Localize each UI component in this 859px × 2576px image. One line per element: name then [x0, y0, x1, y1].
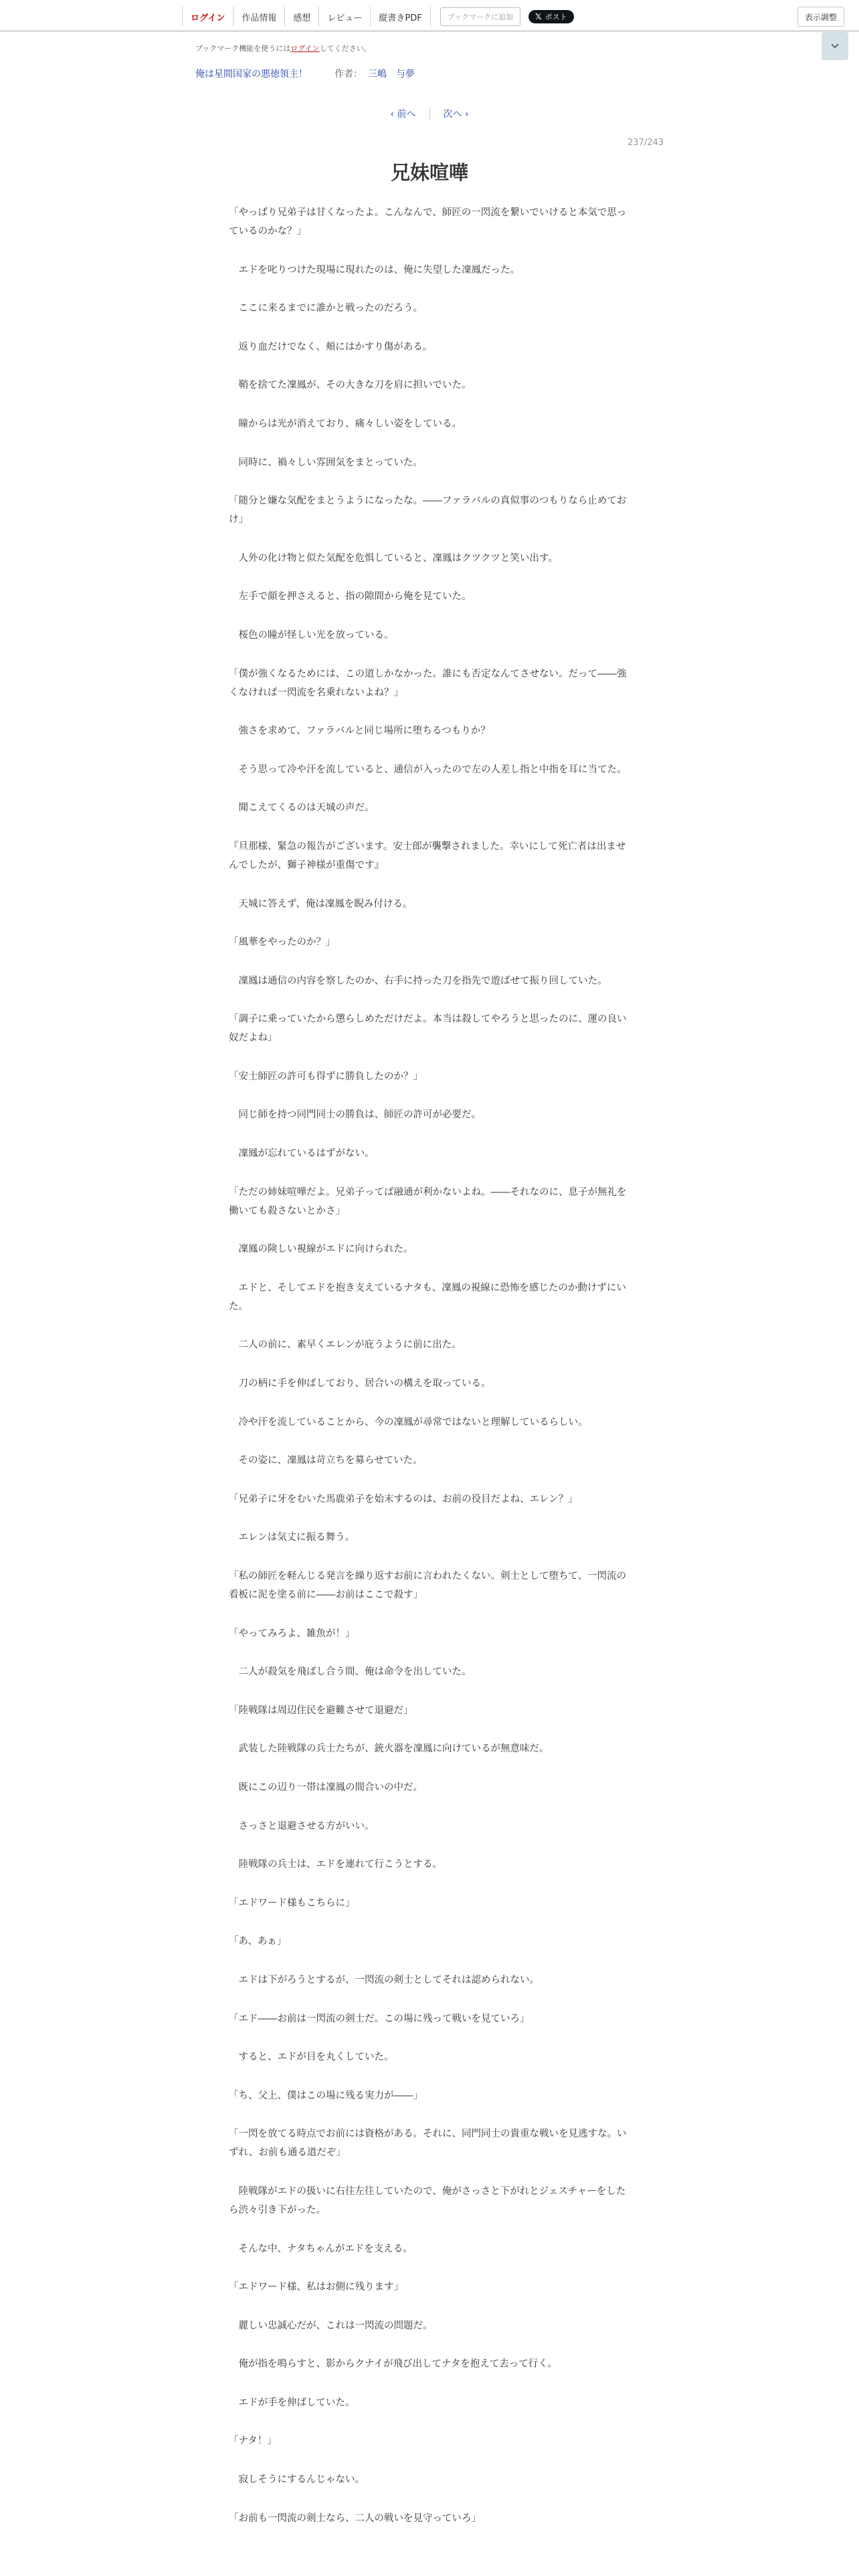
- body-paragraph: 「一閃を放てる時点でお前には資格がある。それに、同門同士の貴重な戦いを見逃すな。いずれ、お前も通る道だぞ」: [229, 2129, 627, 2159]
- body-paragraph: 「調子に乗っていたから懲らしめただけだよ。本当は殺してやろうと思ったのに、運の良い奴だよね」: [229, 1014, 627, 1044]
- body-paragraph: 左手で顔を押さえると、指の隙間から俺を見ていた。: [229, 591, 472, 603]
- body-paragraph: 武装した陸戦隊の兵士たちが、銃火器を凜鳳に向けているが無意味だ。: [229, 1743, 549, 1755]
- body-paragraph: 二人の前に、素早くエレンが庇うように前に出た。: [229, 1339, 462, 1351]
- body-paragraph: 二人が殺気を飛ばし合う間、俺は命令を出していた。: [229, 1667, 472, 1678]
- tab-impressions[interactable]: 感想: [284, 7, 318, 27]
- body-paragraph: 鞘を捨てた凜鳳が、その大きな刀を肩に担いでいた。: [229, 380, 472, 391]
- body-paragraph: 「ち、父上、僕はこの場に残る実力が――」: [229, 2090, 423, 2101]
- body-paragraph: 桜色の瞳が怪しい光を放っている。: [229, 629, 394, 641]
- body-paragraph: そう思って冷や汗を流していると、通信が入ったので左の人差し指と中指を耳に当てた。: [229, 764, 627, 775]
- breadcrumb: [195, 67, 415, 80]
- body-paragraph: 「ただの姉妹喧嘩だよ。兄弟子ってば融通が利かないよね。――それなのに、息子が無礼を働いても殺さないとかさ」: [229, 1186, 627, 1216]
- chapter-pager: [0, 107, 859, 120]
- body-paragraph: 「やっぱり兄弟子は甘くなったよ。こんなんで、師匠の一閃流を繋いでいけると本気で思っているのかな？」: [229, 207, 627, 237]
- body-paragraph: 寂しそうにするんじゃない。: [229, 2474, 365, 2486]
- body-paragraph: 瞳からは光が消えており、痛々しい姿をしている。: [229, 418, 462, 429]
- body-paragraph: 『旦那様、緊急の報告がございます。安士郎が襲撃されました。幸いにして死亡者は出ませんでしたが、獅子神様が重傷です』: [229, 841, 626, 871]
- top-navigation-bar: [0, 0, 859, 32]
- body-paragraph: 陸戦隊がエドの扱いに右往左往していたので、俺がさっさと下がれとジェスチャーをしたら渋々引き下がった。: [229, 2185, 626, 2216]
- body-paragraph: 「随分と嫌な気配をまとうようになったな。――ファラバルの真似事のつもりなら止めておけ」: [229, 496, 627, 526]
- body-paragraph: 人外の化け物と似た気配を危惧していると、凜鳳はクツクツと笑い出す。: [229, 552, 558, 564]
- scroll-toggle-button[interactable]: [822, 32, 848, 60]
- body-paragraph: 「お前も一閃流の剣士なら、二人の戦いを見守っていろ」: [229, 2512, 481, 2524]
- body-paragraph: エドは下がろうとするが、一閃流の剣士としてそれは認められない。: [229, 1974, 539, 1985]
- notice-login-link[interactable]: ログイン: [290, 44, 320, 53]
- body-paragraph: 冷や汗を流していることから、今の凜鳳が尋常ではないと理解しているらしい。: [229, 1416, 588, 1428]
- body-paragraph: 「兄弟子に牙をむいた馬鹿弟子を始末するのは、お前の役目だよね、エレン？」: [229, 1493, 578, 1505]
- body-paragraph: 刀の柄に手を伸ばしており、居合いの構えを取っている。: [229, 1378, 491, 1390]
- display-settings-button[interactable]: 表示調整: [797, 7, 844, 27]
- series-title-link[interactable]: 俺は星間国家の悪徳領主！: [195, 69, 308, 80]
- prev-chapter-link[interactable]: ‹ 前へ: [390, 109, 416, 120]
- x-share-button[interactable]: [529, 10, 574, 23]
- tab-work-info[interactable]: 作品情報: [233, 7, 284, 27]
- body-paragraph: 麗しい忠誠心だが、これは一閃流の問題だ。: [229, 2320, 433, 2331]
- body-paragraph: 凜鳳の険しい視線がエドに向けられた。: [229, 1244, 413, 1255]
- body-paragraph: すると、エドが目を丸くしていた。: [229, 2052, 394, 2063]
- nav-tabs: [182, 7, 574, 27]
- notice-prefix: ブックマーク機能を使うには: [195, 44, 291, 53]
- body-paragraph: 「エドワード様、私はお側に残ります」: [229, 2282, 403, 2293]
- chevron-down-icon: [830, 43, 840, 49]
- add-bookmark-button[interactable]: ブックマークに追加: [440, 7, 520, 26]
- body-paragraph: 既にこの辺り一帯は凜鳳の間合いの中だ。: [229, 1782, 423, 1793]
- author-link[interactable]: 三嶋 与夢: [368, 69, 415, 80]
- body-paragraph: 「エド――お前は一閃流の剣士だ。この場に残って戦いを見ていろ」: [229, 2013, 530, 2024]
- body-paragraph: 「やってみろよ、雑魚が！」: [229, 1628, 355, 1639]
- login-notice: [195, 43, 371, 53]
- body-paragraph: 凜鳳は通信の内容を察したのか、右手に持った刀を指先で遊ばせて振り回していた。: [229, 975, 607, 986]
- body-paragraph: 「風華をやったのか？」: [229, 937, 336, 948]
- tab-vertical-pdf[interactable]: 縦書きPDF: [370, 7, 430, 27]
- author-label: 作者：: [335, 69, 363, 80]
- body-paragraph: さっさと退避させる方がいい。: [229, 1820, 375, 1832]
- body-paragraph: エドと、そしてエドを抱き支えているナタも、凜鳳の視線に恐怖を感じたのか動けずにいた。: [229, 1282, 626, 1312]
- body-paragraph: 「陸戦隊は周辺住民を避難させて退避だ」: [229, 1705, 413, 1716]
- x-logo-icon: 𝕏: [535, 12, 542, 21]
- x-share-label: ポスト: [545, 13, 567, 21]
- body-paragraph: 強さを求めて、ファラバルと同じ場所に堕ちるつもりか？: [229, 726, 490, 737]
- body-paragraph: エレンは気丈に振る舞う。: [229, 1532, 355, 1543]
- body-paragraph: ここに来るまでに誰かと戦ったのだろう。: [229, 303, 423, 314]
- tab-reviews[interactable]: レビュー: [318, 7, 370, 27]
- body-paragraph: 「あ、あぁ」: [229, 1936, 287, 1947]
- body-paragraph: 「僕が強くなるためには、この道しかなかった。誰にも否定なんてさせない。だって――強くなければ一閃流を名乗れないよね？」: [229, 668, 627, 698]
- body-paragraph: 凜鳳が忘れているはずがない。: [229, 1148, 375, 1160]
- body-paragraph: エドを叱りつけた現場に現れたのは、俺に失望した凜鳳だった。: [229, 264, 520, 276]
- chapter-title: 兄妹喧嘩: [390, 161, 468, 184]
- body-paragraph: 「私の師匠を軽んじる発言を繰り返すお前に言われたくない。剣士として堕ちて、一閃流の看板に泥を塗る前に――お前はここで殺す」: [229, 1571, 627, 1600]
- notice-suffix: してください。: [319, 44, 371, 53]
- body-paragraph: 同じ師を持つ同門同士の勝負は、師匠の許可が必要だ。: [229, 1109, 481, 1121]
- body-paragraph: 同時に、禍々しい雰囲気をまとっていた。: [229, 457, 423, 468]
- body-paragraph: 「エドワード様もこちらに」: [229, 1897, 355, 1909]
- body-paragraph: 聞こえてくるのは天城の声だ。: [229, 802, 375, 814]
- body-paragraph: 「安士師匠の許可も得ずに勝負したのか？」: [229, 1071, 423, 1082]
- body-paragraph: 「ナタ！」: [229, 2436, 277, 2447]
- page-count: 237/243: [627, 138, 664, 148]
- body-paragraph: 陸戦隊の兵士は、エドを連れて行こうとする。: [229, 1859, 442, 1870]
- body-paragraph: 返り血だけでなく、頬にはかすり傷がある。: [229, 341, 433, 352]
- tab-login[interactable]: ログイン: [182, 7, 233, 27]
- next-chapter-link[interactable]: 次へ ›: [443, 109, 469, 120]
- body-paragraph: 俺が指を鳴らすと、影からクナイが飛び出してナタを抱えて去って行く。: [229, 2359, 557, 2370]
- novel-body: [229, 203, 630, 2547]
- body-paragraph: 天城に答えず、俺は凜鳳を睨み付ける。: [229, 898, 413, 909]
- body-paragraph: その姿に、凜鳳は苛立ちを募らせていた。: [229, 1455, 423, 1467]
- body-paragraph: そんな中、ナタちゃんがエドを支える。: [229, 2243, 413, 2254]
- body-paragraph: エドが手を伸ばしていた。: [229, 2397, 355, 2408]
